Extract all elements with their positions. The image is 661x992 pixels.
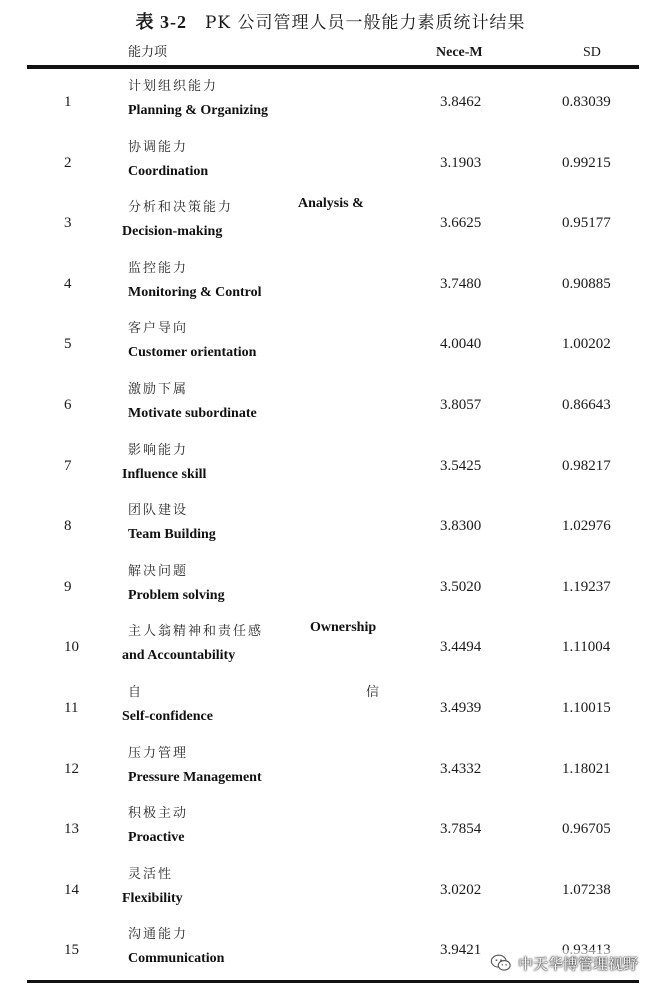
ability-name-zh: 解决问题 [128,563,189,579]
ability-name-en: and Accountability [122,648,236,664]
ability-name-zh: 客户导向 [128,321,189,337]
table-row [0,799,661,860]
mean-value: 3.7480 [440,275,482,292]
ability-name-zh: 监控能力 [128,260,189,276]
table-row [0,860,661,921]
sd-value: 1.02976 [562,518,611,535]
ability-name-zh: 灵活性 [128,866,174,882]
ability-name-zh: 主人翁精神和责任感 [128,624,264,640]
sd-value: 1.10015 [562,700,611,716]
top-rule [27,65,639,69]
table-row [0,739,661,800]
sd-value: 1.11004 [562,639,611,656]
mean-value: 3.4494 [440,639,482,656]
ability-name-zh: 压力管理 [128,745,189,761]
ability-name-zh: 计划组织能力 [128,79,219,94]
table-caption: PK 公司管理人员一般能力素质统计结果 [204,13,526,33]
row-index: 4 [64,275,72,292]
mean-value: 3.0202 [440,881,482,898]
mean-value: 3.5020 [440,578,482,595]
row-index: 1 [64,94,72,110]
sd-value: 0.96705 [562,821,611,838]
row-index: 9 [64,578,72,595]
ability-name-en: Monitoring & Control [128,284,262,300]
ability-name-zh: 协调能力 [128,139,189,155]
ability-name-en: Decision-making [122,224,223,240]
mean-value: 3.6625 [440,215,482,232]
ability-name-en: Planning & Organizing [128,103,269,118]
row-index: 3 [64,215,72,232]
mean-value: 3.8057 [440,397,482,413]
table-row [0,436,661,497]
mean-value: 3.1903 [440,154,482,171]
mean-value: 3.8300 [440,518,482,535]
ability-name-en: Self-confidence [122,709,213,724]
mean-value: 3.9421 [440,942,482,959]
header-sd: SD [583,45,601,60]
ability-name-zh: 自 [128,685,144,700]
bottom-rule [27,980,639,983]
mean-value: 3.8462 [440,94,482,110]
table-row [0,72,661,133]
header-mean: Nece-M [436,45,483,60]
ability-name-en: Motivate subordinate [128,406,257,421]
sd-value: 0.95177 [562,215,611,232]
ability-name-zh: 团队建设 [128,503,189,519]
table-row [0,193,661,254]
sd-value: 0.98217 [562,457,611,474]
wechat-icon [490,952,512,974]
table-row [0,254,661,315]
sd-value: 1.19237 [562,578,611,595]
mean-value: 3.5425 [440,457,482,474]
row-index: 15 [64,942,79,959]
ability-name-en: Pressure Management [128,769,262,785]
table-title [0,8,661,36]
watermark-text: 中天华博管理视野 [518,954,639,973]
sd-value: 0.99215 [562,154,611,171]
mean-value: 4.0040 [440,336,482,353]
sd-value: 0.90885 [562,275,611,292]
sd-value: 0.86643 [562,397,611,413]
ability-name-en-inline: Analysis & [298,196,364,212]
ability-name-zh: 沟通能力 [128,927,189,943]
ability-name-en: Flexibility [122,890,183,906]
table-row [0,375,661,436]
ability-name-en: Problem solving [128,587,225,603]
table-row [0,678,661,739]
ability-name-en: Proactive [128,830,185,846]
row-index: 6 [64,397,72,413]
table-number: 表 3-2 [135,12,187,32]
ability-name-en: Team Building [128,527,216,543]
table-header [0,42,661,64]
ability-name-zh: 分析和决策能力 [128,200,234,216]
sd-value: 1.07238 [562,881,611,898]
row-index: 2 [64,154,72,171]
row-index: 11 [64,700,79,716]
row-index: 10 [64,639,79,656]
row-index: 13 [64,821,79,838]
ability-name-zh: 影响能力 [128,442,189,458]
table-row [0,557,661,618]
sd-value: 1.18021 [562,760,611,777]
row-index: 5 [64,336,72,353]
row-index: 8 [64,518,72,535]
ability-name-zh: 激励下属 [128,382,189,397]
ability-name-en-inline: Ownership [310,620,377,636]
sd-value: 0.83039 [562,94,611,110]
mean-value: 3.4332 [440,760,482,777]
ability-name-en: Influence skill [122,466,207,482]
mean-value: 3.4939 [440,700,482,716]
ability-name-zh: 积极主动 [128,806,189,822]
table-row [0,496,661,557]
table-row [0,133,661,194]
ability-name-en: Customer orientation [128,345,257,361]
table-row [0,617,661,678]
watermark [486,950,642,976]
row-index: 12 [64,760,79,777]
sd-value: 1.00202 [562,336,611,353]
ability-name-en: Coordination [128,163,209,179]
row-index: 14 [64,881,79,898]
mean-value: 3.7854 [440,821,482,838]
ability-name-en: Communication [128,951,225,967]
header-item: 能力项 [128,45,168,60]
row-index: 7 [64,457,72,474]
table-row [0,314,661,375]
ability-name-zh-tail: 信 [366,685,382,700]
